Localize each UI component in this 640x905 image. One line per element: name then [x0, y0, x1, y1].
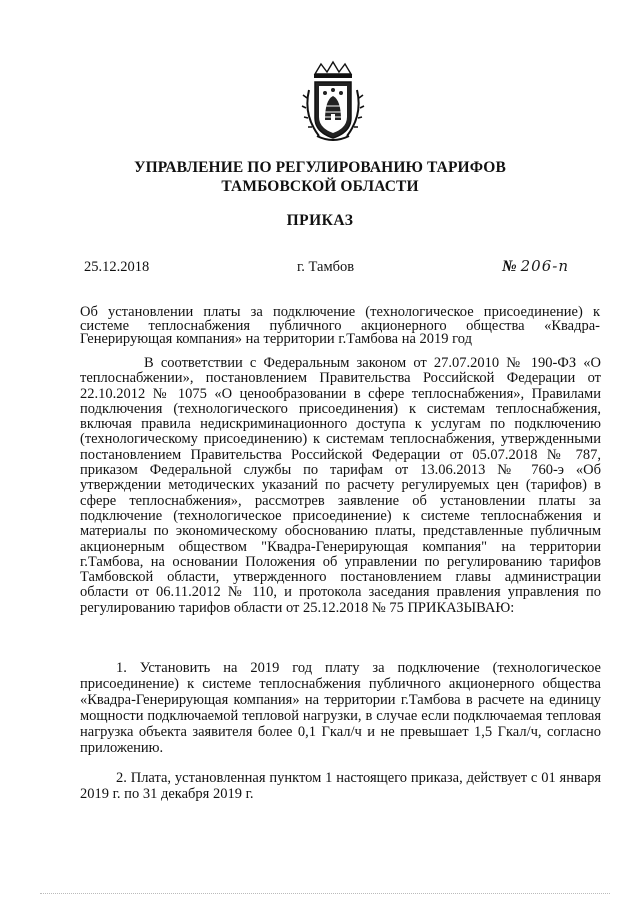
- number-sign: №: [502, 258, 517, 275]
- scan-edge-artifact: [40, 893, 610, 898]
- handwritten-number: 206-п: [520, 257, 569, 275]
- document-meta-row: [84, 259, 600, 281]
- coat-of-arms-emblem: [301, 60, 365, 144]
- document-city: г. Тамбов: [297, 259, 355, 275]
- organization-line-1: УПРАВЛЕНИЕ ПО РЕГУЛИРОВАНИЮ ТАРИФОВ: [134, 159, 506, 176]
- order-item-2: 2. Плата, установленная пунктом 1 настоящего приказа, действует с 01 января 2019 г. по 31 декабря 2019 г.: [80, 770, 601, 802]
- document-type: ПРИКАЗ: [286, 212, 354, 229]
- document-date: 25.12.2018: [84, 259, 150, 275]
- organization-line-2: ТАМБОВСКОЙ ОБЛАСТИ: [221, 178, 419, 195]
- document-number: [502, 257, 569, 276]
- order-item-1: 1. Установить на 2019 год плату за подключение (технологическое присоединение) к системе теплоснабжения публичного акционерного общества «Квадра-Генерирующая компания» на территории г.Тамбова в расчете на единицу мощности подключаемой тепловой нагрузки, в случае если подключаемая тепловая нагрузка объекта заявителя более 0,1 Гкал/ч и не превышает 1,5 Гкал/ч, согласно приложению.: [80, 660, 601, 756]
- preamble-paragraph: В соответствии с Федеральным законом от 27.07.2010 № 190-ФЗ «О теплоснабжении», постановлением Правительства Российской Федерации от 22.10.2012 № 1075 «О ценообразовании в сфере теплоснабжения», Правилами подключения (технологического присоединения) к системам теплоснабжения, включая правила недискриминационного доступа к услугам по подключению (технологическому присоединению) к системам теплоснабжения, утвержденными постановлением Правительства Российской Федерации от 05.07.2018 № 787, приказом Федеральной службы по тарифам от 13.06.2013 № 760-э «Об утверждении методических указаний по расчету регулируемых цен (тарифов) в сфере теплоснабжения», рассмотрев заявление об установлении платы за подключение (технологическое присоединение) к системе теплоснабжения и материалы по экономическому обоснованию платы, представленные публичным акционерным обществом "Квадра-Генерирующая компания" на территории г.Тамбова, на основании Положения об управлении по регулированию тарифов Тамбовской области, утвержденного постановлением главы администрации области от 06.11.2012 № 110, и протокола заседания правления управления по регулированию тарифов области от 25.12.2018 № 75 ПРИКАЗЫВАЮ:: [80, 355, 601, 616]
- document-subject: Об установлении платы за подключение (технологическое присоединение) к системе теплоснабжения публичного акционерного общества «Квадра-Генерирующая компания» на территории г.Тамбова на 2019 год: [80, 304, 600, 347]
- organization-title: [0, 158, 640, 196]
